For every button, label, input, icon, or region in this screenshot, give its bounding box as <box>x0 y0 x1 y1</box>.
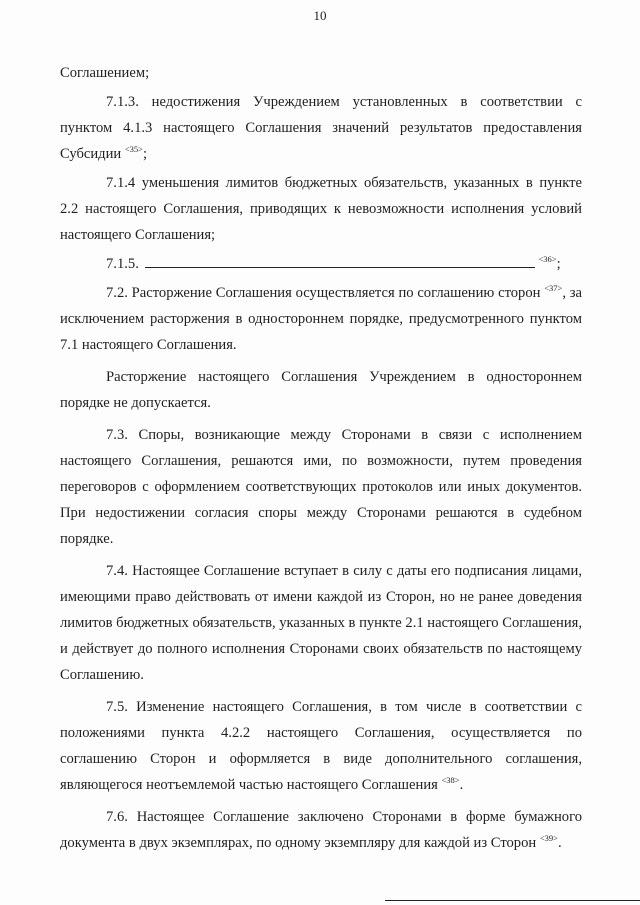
punctuation: ; <box>556 256 561 272</box>
paragraph-text: 7.6. Настоящее Соглашение заключено Сторонами в форме бумажного документа в двух экземплярах, по одному экземпляру для каждой из Сторон <box>60 809 582 851</box>
paragraph-7-3 <box>60 422 582 552</box>
paragraph-7-6 <box>60 804 582 856</box>
paragraph-text: Расторжение настоящего Соглашения Учреждением в одностороннем порядке не допускается. <box>60 369 582 411</box>
punctuation: . <box>557 835 562 851</box>
paragraph-continuation <box>60 60 582 86</box>
paragraph-7-1-4 <box>60 170 582 248</box>
paragraph-7-5 <box>60 694 582 798</box>
paragraph-text: 7.1.4 уменьшения лимитов бюджетных обязательств, указанных в пункте 2.2 настоящего Соглашения, приводящих к невозможности исполнения условий настоящего Соглашения; <box>60 175 582 243</box>
paragraph-termination <box>60 364 582 416</box>
paragraph-text: 7.2. Расторжение Соглашения осуществляется по соглашению сторон <box>106 285 541 301</box>
punctuation: ; <box>142 146 148 162</box>
footnote-separator-line <box>385 900 640 901</box>
footnote-ref: <39> <box>539 833 558 843</box>
paragraph-label: 7.1.5. <box>106 256 139 272</box>
paragraph-text: , за исключением расторжения в одностороннем порядке, предусмотренного пунктом 7.1 настоящего Соглашения. <box>60 285 582 353</box>
footnote-ref: <38> <box>441 775 460 785</box>
footnote-ref: <35> <box>124 144 143 154</box>
fill-in-blank-line <box>145 257 535 268</box>
paragraph-text: 7.3. Споры, возникающие между Сторонами в связи с исполнением настоящего Соглашения, решаются ими, по возможности, путем проведения переговоров с оформлением соответствующих протоколов или иных документов. При недостижении согласия споры между Сторонами решаются в судебном порядке. <box>60 427 582 547</box>
footnote-ref: <37> <box>544 283 563 293</box>
paragraph-text: 7.4. Настоящее Соглашение вступает в силу с даты его подписания лицами, имеющими право действовать от имени каждой из Сторон, но не ранее доведения лимитов бюджетных обязательств, указанных в пункте 2.1 настоящего Соглашения, и действует до полного исполнения Сторонами своих обязательств по настоящему Соглашению. <box>60 563 582 683</box>
paragraph-7-1-3 <box>60 89 582 167</box>
paragraph-text: 7.1.3. недостижения Учреждением установленных в соответствии с пунктом 4.1.3 настоящего Соглашения значений результатов предоставления Субсидии <box>60 94 582 162</box>
paragraph-text: Соглашением; <box>60 65 150 81</box>
paragraph-text: 7.5. Изменение настоящего Соглашения, в том числе в соответствии с положениями пункта 4.2.2 настоящего Соглашения, осуществляется по соглашению Сторон и оформляется в виде дополнительного соглашения, являющегося неотъемлемой частью настоящего Соглашения <box>60 699 582 793</box>
punctuation: . <box>459 777 464 793</box>
paragraph-7-1-5 <box>60 251 582 277</box>
document-body <box>60 60 582 856</box>
paragraph-7-4 <box>60 558 582 688</box>
paragraph-7-2 <box>60 280 582 358</box>
page-number: 10 <box>313 8 327 23</box>
footnote-ref: <36> <box>538 254 557 264</box>
